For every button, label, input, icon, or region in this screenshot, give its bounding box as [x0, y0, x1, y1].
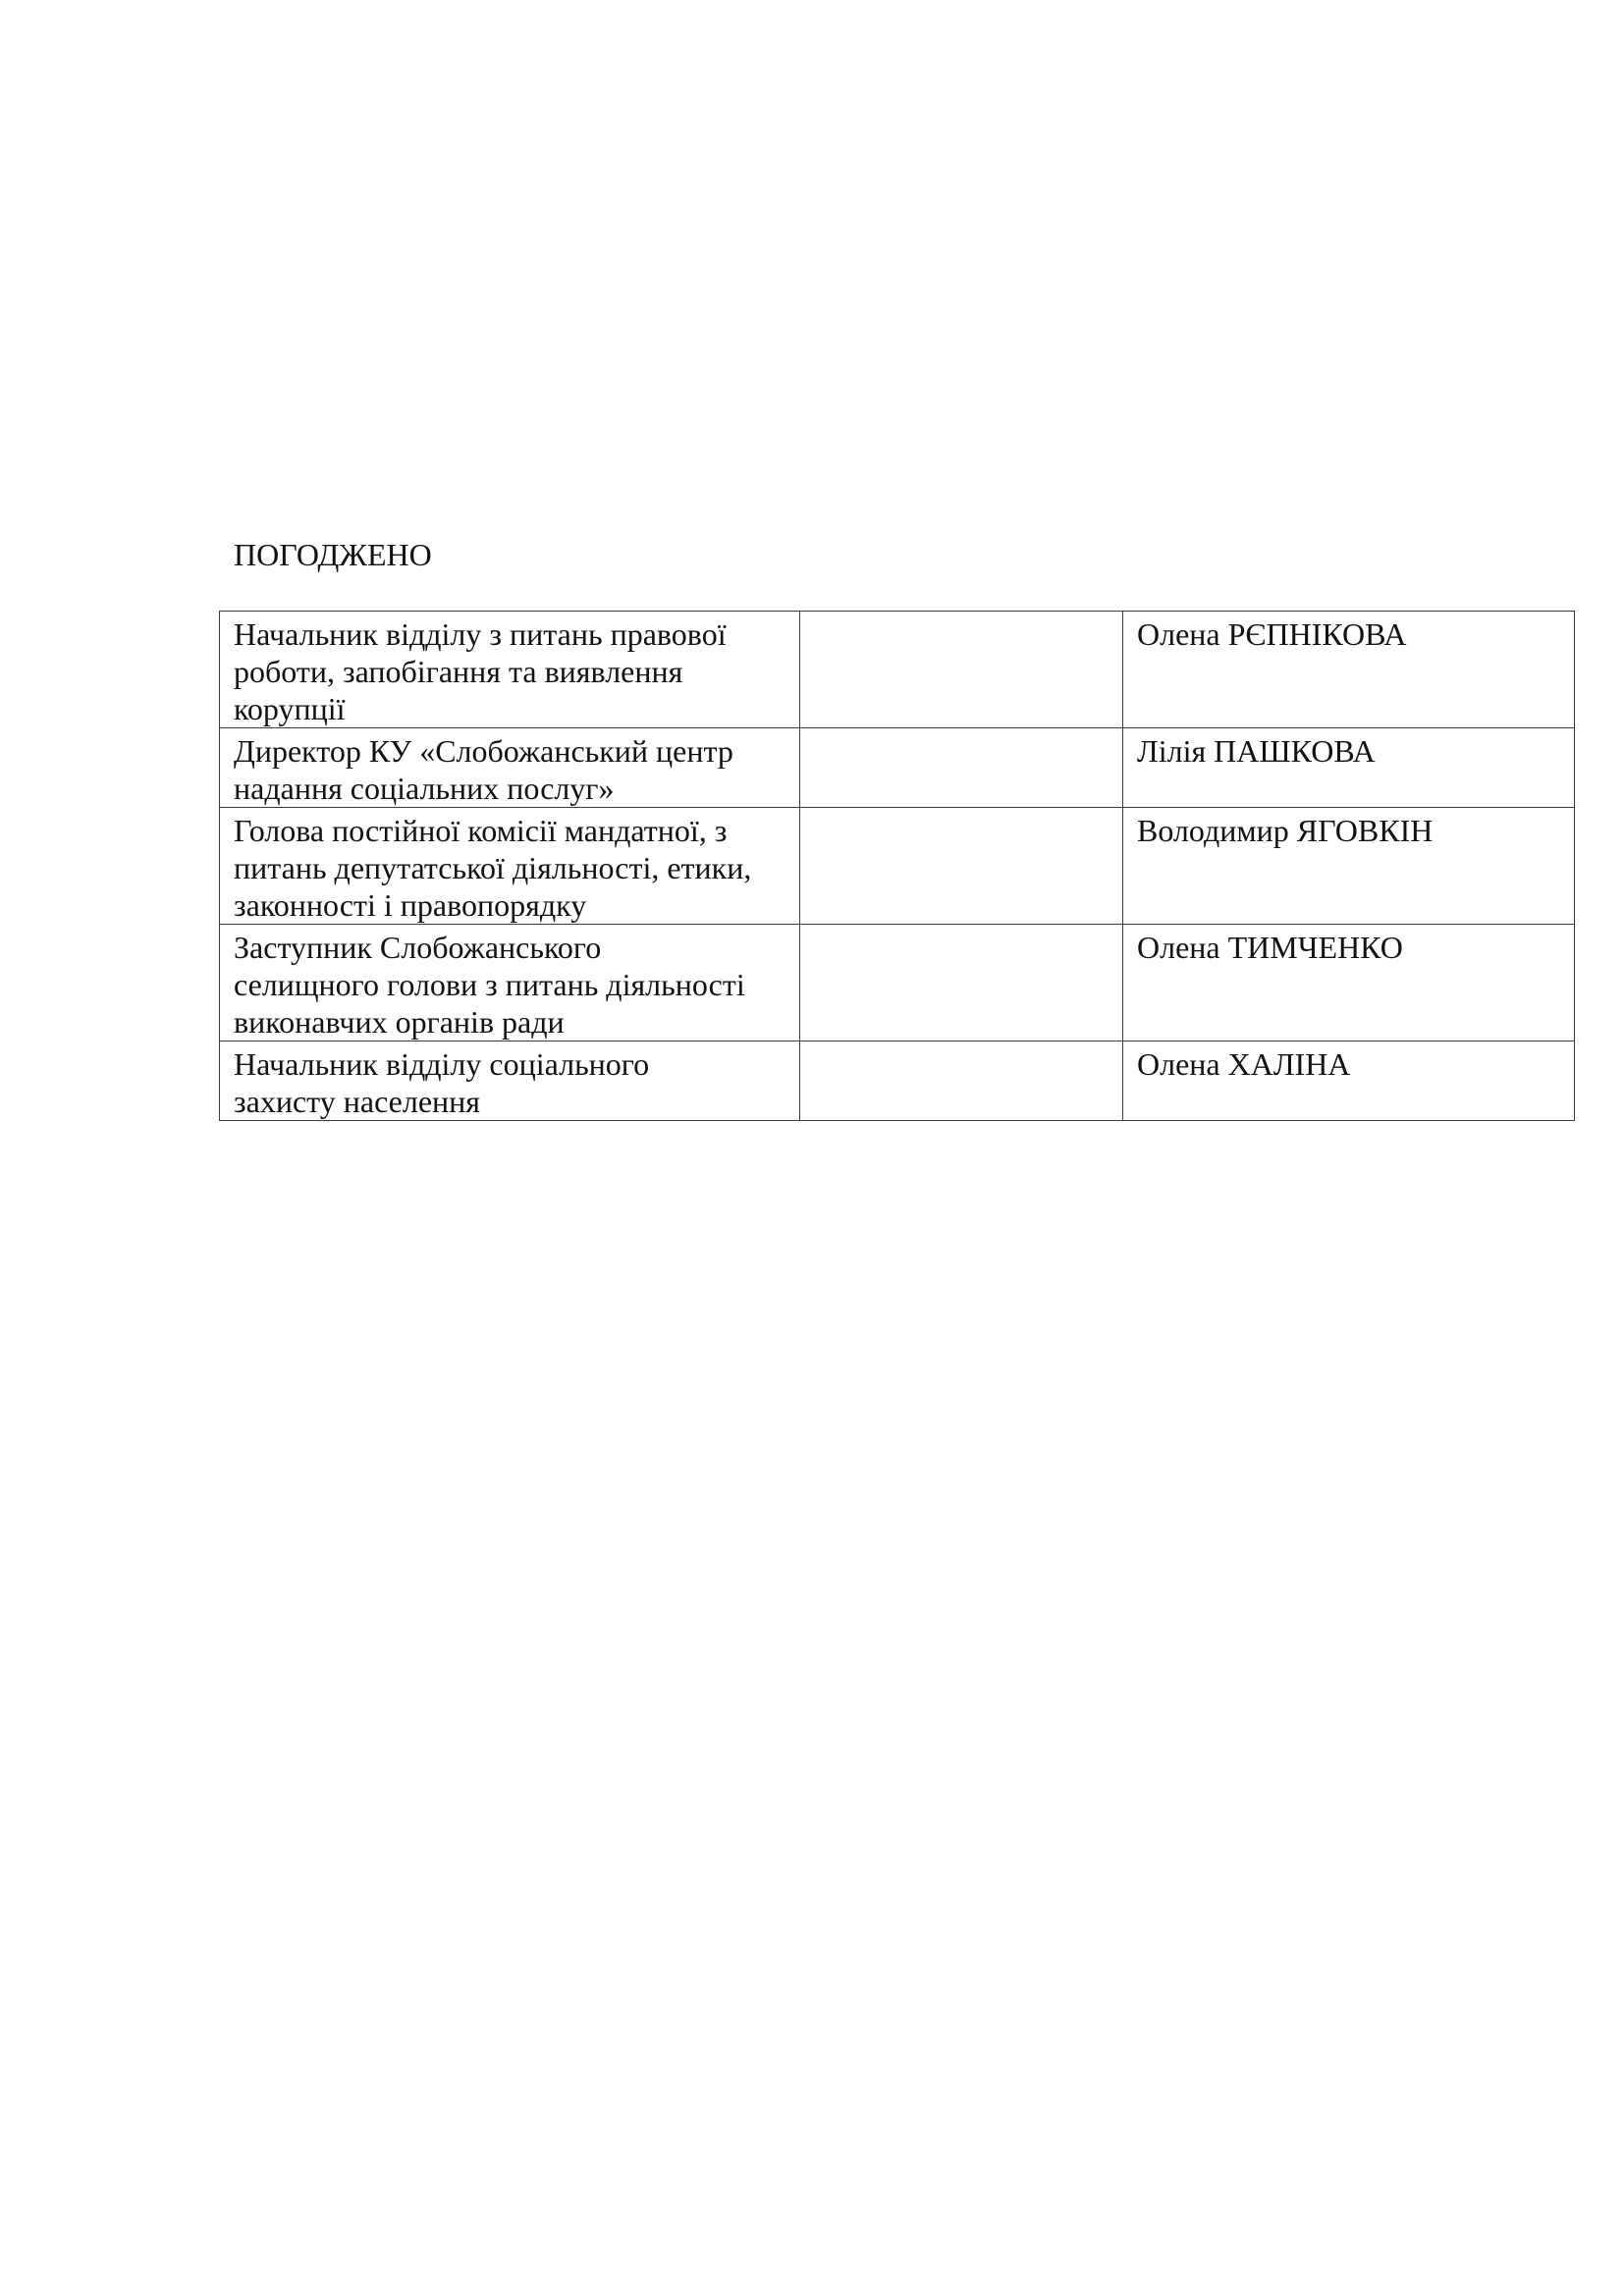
approval-row	[220, 808, 1575, 925]
position-cell	[220, 808, 800, 925]
approval-row	[220, 925, 1575, 1041]
signature-cell	[800, 728, 1123, 808]
name-cell	[1123, 612, 1575, 728]
official-name: Лілія ПАШКОВА	[1137, 733, 1376, 769]
name-cell	[1123, 728, 1575, 808]
position-cell	[220, 728, 800, 808]
approval-row	[220, 612, 1575, 728]
name-cell	[1123, 808, 1575, 925]
position-cell	[220, 612, 800, 728]
approval-heading: ПОГОДЖЕНО	[234, 537, 432, 572]
position-text: Директор КУ «Слобожанський центр надання соціальних послуг»	[234, 733, 733, 806]
approval-row	[220, 1041, 1575, 1121]
position-text: Голова постійної комісії мандатної, з питань депутатської діяльності, етики, законності і правопорядку	[234, 813, 752, 923]
signature-cell	[800, 1041, 1123, 1121]
name-cell	[1123, 1041, 1575, 1121]
position-text: Заступник Слобожанського селищного голови з питань діяльності виконавчих органів ради	[234, 930, 745, 1040]
official-name: Олена ХАЛІНА	[1137, 1046, 1351, 1082]
official-name: Олена ТИМЧЕНКО	[1137, 930, 1403, 965]
official-name: Володимир ЯГОВКІН	[1137, 813, 1434, 848]
signature-cell	[800, 612, 1123, 728]
official-name: Олена РЄПНІКОВА	[1137, 616, 1407, 652]
position-text: Начальник відділу соціального захисту населення	[234, 1046, 650, 1119]
position-text: Начальник відділу з питань правової роботи, запобігання та виявлення корупції	[234, 616, 727, 726]
approval-table	[219, 611, 1575, 1121]
position-cell	[220, 925, 800, 1041]
signature-cell	[800, 925, 1123, 1041]
approval-row	[220, 728, 1575, 808]
position-cell	[220, 1041, 800, 1121]
signature-cell	[800, 808, 1123, 925]
name-cell	[1123, 925, 1575, 1041]
